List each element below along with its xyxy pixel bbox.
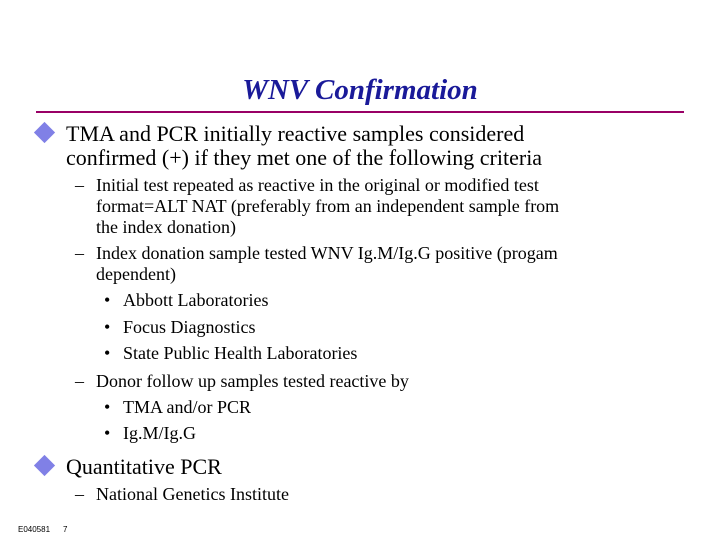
page-number: 7 xyxy=(63,525,68,534)
sub-2-item-2: Focus Diagnostics xyxy=(123,317,256,337)
sub-1-line3: the index donation) xyxy=(96,217,236,237)
sub-2-item-3: State Public Health Laboratories xyxy=(123,343,358,363)
main-bullet-1-line2: confirmed (+) if they met one of the following criteria xyxy=(66,145,543,170)
dot-icon: • xyxy=(104,423,111,443)
sub-2-line2: dependent) xyxy=(96,264,176,284)
main-bullet-2-sub-1: National Genetics Institute xyxy=(96,484,289,504)
diamond-bullet-icon xyxy=(34,122,55,143)
sub-2-item-1: Abbott Laboratories xyxy=(123,290,269,310)
dash-icon: – xyxy=(75,175,84,195)
main-bullet-2: Quantitative PCR xyxy=(66,454,222,479)
sub-3-item-1: TMA and/or PCR xyxy=(123,397,252,417)
sub-3-item-2: Ig.M/Ig.G xyxy=(123,423,196,443)
sub-2-line1: Index donation sample tested WNV Ig.M/Ig.G positive (progam xyxy=(96,243,558,263)
dash-icon: – xyxy=(75,484,84,504)
dot-icon: • xyxy=(104,397,111,417)
title-divider xyxy=(36,111,684,113)
dot-icon: • xyxy=(104,343,111,363)
dash-icon: – xyxy=(75,243,84,263)
dash-icon: – xyxy=(75,371,84,391)
main-bullet-1-line1: TMA and PCR initially reactive samples considered xyxy=(66,121,525,146)
footer-code: E040581 xyxy=(18,525,51,534)
sub-3-line1: Donor follow up samples tested reactive by xyxy=(96,371,409,391)
page-title: WNV Confirmation xyxy=(242,74,478,106)
dot-icon: • xyxy=(104,290,111,310)
sub-1-line1: Initial test repeated as reactive in the original or modified test xyxy=(96,175,539,195)
sub-1-line2: format=ALT NAT (preferably from an independent sample from xyxy=(96,196,560,216)
diamond-bullet-icon xyxy=(34,455,55,476)
dot-icon: • xyxy=(104,317,111,337)
